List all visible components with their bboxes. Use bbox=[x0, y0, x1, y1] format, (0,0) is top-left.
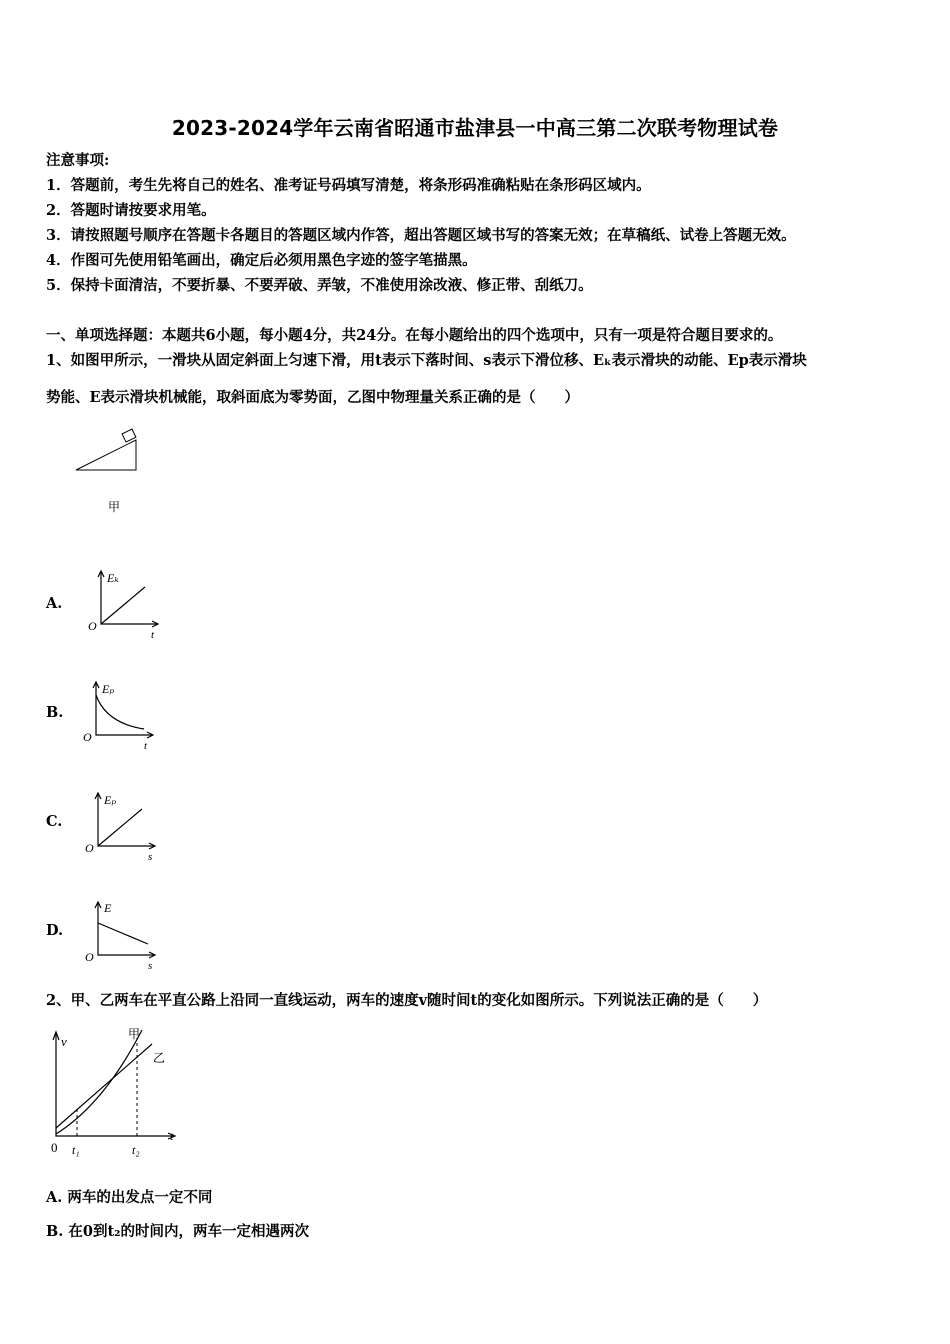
y-axis-label: Eₚ bbox=[104, 793, 117, 807]
ep-curve bbox=[96, 695, 144, 729]
incline-shape bbox=[76, 440, 136, 470]
y-axis-label: Eₖ bbox=[107, 571, 119, 585]
q1-option-a-graph bbox=[85, 568, 165, 640]
q2-option-a-text: 两车的出发点一定不同 bbox=[67, 1189, 213, 1206]
incline-figure bbox=[70, 430, 150, 480]
q1-option-b-label: B. bbox=[46, 704, 64, 721]
figure-caption: 甲 bbox=[108, 500, 121, 514]
q2-option-b-text: 在0到t₂的时间内，两车一定相遇两次 bbox=[68, 1223, 310, 1240]
car-b-line bbox=[56, 1044, 152, 1128]
section-heading: 一、单项选择题：本题共6小题，每小题4分，共24分。在每小题给出的四个选项中，只有一项是符合题目要求的。 bbox=[46, 327, 783, 344]
x-axis-label: t bbox=[151, 629, 155, 641]
q1-option-d-label: D. bbox=[46, 922, 64, 939]
q2-stem: 2、甲、乙两车在平直公路上沿同一直线运动，两车的速度v随时间t的变化如图所示。下列说法正确的是（ ） bbox=[46, 992, 768, 1009]
origin-label: 0 bbox=[51, 1140, 58, 1155]
slider-block bbox=[122, 429, 136, 442]
notice-item-3: 3．请按照题号顺序在答题卡各题目的答题区域内作答，超出答题区域书写的答案无效；在草稿纸、试卷上答题无效。 bbox=[46, 227, 796, 244]
y-axis-label: v bbox=[61, 1034, 67, 1049]
notice-item-2: 2．答题时请按要求用笔。 bbox=[46, 202, 216, 219]
q1-stem-line2: 势能、E表示滑块机械能，取斜面底为零势面，乙图中物理量关系正确的是（ ） bbox=[46, 389, 580, 406]
car-a-label: 甲 bbox=[128, 1027, 141, 1041]
origin-label: O bbox=[83, 730, 92, 744]
x-axis-label: s bbox=[148, 851, 153, 863]
q1-option-b-graph bbox=[82, 677, 162, 751]
q1-option-c-label: C. bbox=[46, 813, 63, 830]
x-axis-label: t bbox=[170, 1129, 174, 1143]
q2-option-b-label: B. bbox=[46, 1223, 64, 1240]
notice-item-5: 5．保持卡面清洁，不要折暴、不要弄破、弄皱，不准使用涂改液、修正带、刮纸刀。 bbox=[46, 277, 593, 294]
notice-item-4: 4．作图可先使用铅笔画出，确定后必须用黑色字迹的签字笔描黑。 bbox=[46, 252, 477, 269]
q1-option-a-label: A. bbox=[46, 595, 63, 612]
origin-label: O bbox=[85, 950, 94, 964]
car-a-curve bbox=[56, 1030, 142, 1134]
ep-line bbox=[98, 809, 142, 846]
y-axis-label: Eₚ bbox=[102, 682, 115, 696]
q2-velocity-graph bbox=[44, 1024, 184, 1162]
t1-label: t₁ bbox=[72, 1143, 80, 1157]
q2-option-a bbox=[46, 1186, 212, 1207]
t2-label: t₂ bbox=[132, 1143, 140, 1157]
origin-label: O bbox=[85, 841, 94, 855]
origin-label: O bbox=[88, 619, 97, 633]
e-line bbox=[98, 923, 148, 944]
q2-option-b bbox=[46, 1220, 309, 1241]
notice-item-1: 1．答题前，考生先将自己的姓名、准考证号码填写清楚，将条形码准确粘贴在条形码区域内。 bbox=[46, 177, 651, 194]
q1-option-d-graph bbox=[84, 895, 164, 971]
car-b-label: 乙 bbox=[153, 1051, 166, 1065]
q1-option-c-graph bbox=[84, 786, 164, 862]
q1-stem-line1: 1、如图甲所示，一滑块从固定斜面上匀速下滑，用t表示下落时间、s表示下滑位移、Eₖ表示滑块的动能、Ep表示滑块 bbox=[46, 352, 807, 369]
x-axis-label: t bbox=[144, 740, 148, 752]
page-title: 2023-2024学年云南省昭通市盐津县一中高三第二次联考物理试卷 bbox=[171, 116, 779, 140]
ek-line bbox=[101, 587, 145, 624]
notice-heading: 注意事项: bbox=[46, 152, 110, 169]
q2-option-a-label: A. bbox=[46, 1189, 63, 1206]
x-axis-label: s bbox=[148, 960, 153, 972]
y-axis-label: E bbox=[104, 901, 112, 915]
